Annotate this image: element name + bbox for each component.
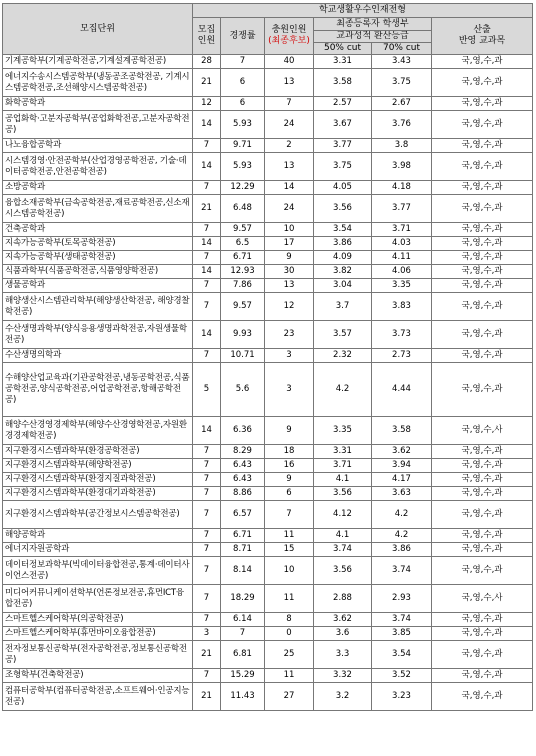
cell-quota: 7 — [193, 613, 221, 627]
cell-subjects: 국,영,수,과 — [432, 265, 533, 279]
cell-rate: 11.43 — [221, 683, 265, 711]
cell-cut-70: 3.86 — [372, 543, 432, 557]
cell-quota: 7 — [193, 459, 221, 473]
cell-alt: 3 — [265, 363, 314, 417]
cell-quota: 21 — [193, 69, 221, 97]
cell-alt: 11 — [265, 529, 314, 543]
cell-cut-70: 4.18 — [372, 181, 432, 195]
admission-results-table — [2, 3, 533, 711]
cell-unit: 전자정보통신공학부(전자공학전공,정보통신공학전공) — [3, 641, 193, 669]
cell-unit: 스마트헬스케어학부(휴먼바이오융합전공) — [3, 627, 193, 641]
cell-cut-70: 3.54 — [372, 641, 432, 669]
table-row — [3, 293, 533, 321]
cell-cut-50: 3.54 — [314, 223, 372, 237]
table-row — [3, 627, 533, 641]
cell-alt: 3 — [265, 349, 314, 363]
cell-cut-50: 3.82 — [314, 265, 372, 279]
cell-unit: 화학공학과 — [3, 97, 193, 111]
cell-cut-70: 3.77 — [372, 195, 432, 223]
cell-cut-50: 3.04 — [314, 279, 372, 293]
cell-unit: 지속가능공학부(생태공학전공) — [3, 251, 193, 265]
cell-unit: 지속가능공학부(토목공학전공) — [3, 237, 193, 251]
cell-rate: 8.71 — [221, 543, 265, 557]
cell-cut-50: 3.71 — [314, 459, 372, 473]
cell-rate: 6.36 — [221, 417, 265, 445]
cell-cut-70: 3.52 — [372, 669, 432, 683]
table-row — [3, 279, 533, 293]
cell-cut-50: 3.35 — [314, 417, 372, 445]
cell-alt: 11 — [265, 669, 314, 683]
table-row — [3, 139, 533, 153]
cell-cut-50: 4.09 — [314, 251, 372, 265]
table-row — [3, 683, 533, 711]
header-calc-line1: 산출 — [473, 25, 491, 35]
table-row — [3, 69, 533, 97]
cell-subjects: 국,영,수,과 — [432, 195, 533, 223]
cell-quota: 7 — [193, 529, 221, 543]
cell-cut-70: 2.73 — [372, 349, 432, 363]
cell-quota: 7 — [193, 473, 221, 487]
cell-unit: 기계공학부(기계공학전공,기계설계공학전공) — [3, 55, 193, 69]
table-row — [3, 181, 533, 195]
cell-unit: 데이터정보과학부(빅데이터융합전공,통계·데이터사이언스전공) — [3, 557, 193, 585]
cell-rate: 18.29 — [221, 585, 265, 613]
table-row — [3, 543, 533, 557]
cell-rate: 9.93 — [221, 321, 265, 349]
cell-subjects: 국,영,수,과 — [432, 111, 533, 139]
cell-quota: 14 — [193, 237, 221, 251]
cell-cut-70: 4.11 — [372, 251, 432, 265]
cell-alt: 10 — [265, 223, 314, 237]
cell-unit: 나노융합공학과 — [3, 139, 193, 153]
cell-quota: 7 — [193, 557, 221, 585]
header-quota — [193, 18, 221, 55]
cell-alt: 14 — [265, 181, 314, 195]
cell-cut-70: 3.62 — [372, 445, 432, 459]
cell-cut-50: 3.74 — [314, 543, 372, 557]
cell-unit: 시스템경영·안전공학부(산업경영공학전공, 기술·데이터공학전공,안전공학전공) — [3, 153, 193, 181]
cell-rate: 6.14 — [221, 613, 265, 627]
table-row — [3, 459, 533, 473]
cell-quota: 12 — [193, 97, 221, 111]
cell-unit: 공업화학·고분자공학부(공업화학전공,고분자공학전공) — [3, 111, 193, 139]
table-row — [3, 153, 533, 181]
cell-unit: 해양생산시스템관리학부(해양생산학전공, 해양경찰학전공) — [3, 293, 193, 321]
cell-rate: 6.81 — [221, 641, 265, 669]
cell-subjects: 국,영,수,과 — [432, 459, 533, 473]
cell-alt: 15 — [265, 543, 314, 557]
cell-alt: 8 — [265, 613, 314, 627]
cell-quota: 7 — [193, 251, 221, 265]
cell-unit: 지구환경시스템과학부(공간정보시스템공학전공) — [3, 501, 193, 529]
cell-subjects: 국,영,수,사 — [432, 417, 533, 445]
cell-subjects: 국,영,수,과 — [432, 501, 533, 529]
header-calc-line2: 반영 교과목 — [458, 36, 506, 46]
cell-unit: 융합소재공학부(금속공학전공,재료공학전공,신소재시스템공학전공) — [3, 195, 193, 223]
cell-quota: 7 — [193, 181, 221, 195]
cell-cut-70: 2.93 — [372, 585, 432, 613]
cell-cut-70: 2.67 — [372, 97, 432, 111]
header-p50: 50% cut — [314, 43, 372, 55]
cell-subjects: 국,영,수,과 — [432, 321, 533, 349]
cell-unit: 소방공학과 — [3, 181, 193, 195]
cell-cut-70: 3.23 — [372, 683, 432, 711]
cell-quota: 7 — [193, 293, 221, 321]
cell-rate: 7.86 — [221, 279, 265, 293]
table-row — [3, 529, 533, 543]
cell-subjects: 국,영,수,과 — [432, 55, 533, 69]
cell-subjects: 국,영,수,과 — [432, 473, 533, 487]
cell-quota: 14 — [193, 417, 221, 445]
header-alt-line2: (최종후보) — [268, 36, 310, 46]
cell-cut-70: 3.63 — [372, 487, 432, 501]
cell-alt: 13 — [265, 69, 314, 97]
header-alt — [265, 18, 314, 55]
cell-unit: 지구환경시스템과학부(환경대기과학전공) — [3, 487, 193, 501]
cell-unit: 생물공학과 — [3, 279, 193, 293]
cell-quota: 7 — [193, 139, 221, 153]
cell-alt: 40 — [265, 55, 314, 69]
cell-quota: 7 — [193, 585, 221, 613]
cell-alt: 11 — [265, 585, 314, 613]
table-row — [3, 417, 533, 445]
cell-rate: 6.43 — [221, 459, 265, 473]
cell-alt: 13 — [265, 279, 314, 293]
table-row — [3, 195, 533, 223]
cell-cut-70: 4.06 — [372, 265, 432, 279]
cell-alt: 0 — [265, 627, 314, 641]
cell-rate: 8.86 — [221, 487, 265, 501]
cell-alt: 23 — [265, 321, 314, 349]
cell-quota: 14 — [193, 111, 221, 139]
cell-cut-50: 3.7 — [314, 293, 372, 321]
cell-alt: 10 — [265, 557, 314, 585]
cell-unit: 조형학부(건축학전공) — [3, 669, 193, 683]
cell-unit: 해양공학과 — [3, 529, 193, 543]
cell-cut-70: 3.58 — [372, 417, 432, 445]
cell-alt: 2 — [265, 139, 314, 153]
header-row-group — [3, 4, 533, 18]
cell-rate: 8.14 — [221, 557, 265, 585]
cell-subjects: 국,영,수,사 — [432, 585, 533, 613]
cell-cut-50: 4.1 — [314, 473, 372, 487]
cell-subjects: 국,영,수,과 — [432, 641, 533, 669]
table-row — [3, 223, 533, 237]
table-row — [3, 55, 533, 69]
cell-rate: 6.5 — [221, 237, 265, 251]
cell-cut-70: 3.35 — [372, 279, 432, 293]
table-row — [3, 669, 533, 683]
cell-unit: 지구환경시스템과학부(해양학전공) — [3, 459, 193, 473]
cell-quota: 21 — [193, 683, 221, 711]
cell-quota: 14 — [193, 265, 221, 279]
cell-unit: 미디어커뮤니케이션학부(언론정보전공,휴먼ICT융합전공) — [3, 585, 193, 613]
cell-rate: 5.93 — [221, 111, 265, 139]
cell-cut-70: 3.83 — [372, 293, 432, 321]
table-row — [3, 97, 533, 111]
cell-cut-50: 4.2 — [314, 363, 372, 417]
cell-cut-70: 3.73 — [372, 321, 432, 349]
cell-cut-50: 3.2 — [314, 683, 372, 711]
cell-cut-70: 4.44 — [372, 363, 432, 417]
table-row — [3, 487, 533, 501]
cell-alt: 13 — [265, 153, 314, 181]
header-quota-line1: 모집 — [197, 25, 216, 35]
cell-rate: 5.93 — [221, 153, 265, 181]
cell-unit: 스마트헬스케어학부(의공학전공) — [3, 613, 193, 627]
cell-cut-50: 4.05 — [314, 181, 372, 195]
cell-subjects: 국,영,수,과 — [432, 557, 533, 585]
cell-rate: 6.43 — [221, 473, 265, 487]
cell-rate: 6.71 — [221, 529, 265, 543]
cell-alt: 9 — [265, 251, 314, 265]
header-quota-line2: 인원 — [197, 36, 216, 46]
table-row — [3, 111, 533, 139]
cell-unit: 수산생명과학부(양식응용생명과학전공,자원생물학전공) — [3, 321, 193, 349]
cell-subjects: 국,영,수,과 — [432, 349, 533, 363]
cell-cut-50: 3.56 — [314, 195, 372, 223]
header-alt-line1: 충원인원 — [271, 25, 307, 35]
cell-alt: 12 — [265, 293, 314, 321]
cell-cut-70: 3.8 — [372, 139, 432, 153]
cell-unit: 지구환경시스템과학부(환경공학전공) — [3, 445, 193, 459]
cell-subjects: 국,영,수,과 — [432, 69, 533, 97]
cell-alt: 7 — [265, 501, 314, 529]
header-rate: 경쟁률 — [221, 18, 265, 55]
header-grade-line2: 교과성적 환산등급 — [314, 31, 432, 43]
header-group: 학교생활우수인재전형 — [193, 4, 533, 18]
cell-alt: 9 — [265, 417, 314, 445]
cell-rate: 9.71 — [221, 139, 265, 153]
cell-subjects: 국,영,수,과 — [432, 627, 533, 641]
cell-quota: 7 — [193, 445, 221, 459]
header-unit: 모집단위 — [3, 4, 193, 55]
cell-cut-70: 3.75 — [372, 69, 432, 97]
cell-subjects: 국,영,수,과 — [432, 237, 533, 251]
cell-subjects: 국,영,수,과 — [432, 97, 533, 111]
cell-quota: 21 — [193, 195, 221, 223]
cell-cut-50: 2.32 — [314, 349, 372, 363]
cell-cut-50: 3.31 — [314, 445, 372, 459]
cell-unit: 지구환경시스템과학부(환경지질과학전공) — [3, 473, 193, 487]
cell-cut-50: 3.56 — [314, 557, 372, 585]
cell-cut-70: 4.03 — [372, 237, 432, 251]
cell-subjects: 국,영,수,과 — [432, 445, 533, 459]
cell-cut-50: 2.57 — [314, 97, 372, 111]
cell-cut-50: 3.31 — [314, 55, 372, 69]
cell-alt: 25 — [265, 641, 314, 669]
cell-quota: 7 — [193, 223, 221, 237]
cell-rate: 10.71 — [221, 349, 265, 363]
table-body — [3, 55, 533, 711]
cell-quota: 7 — [193, 487, 221, 501]
cell-unit: 에너지자원공학과 — [3, 543, 193, 557]
cell-quota: 5 — [193, 363, 221, 417]
cell-rate: 8.29 — [221, 445, 265, 459]
cell-subjects: 국,영,수,과 — [432, 223, 533, 237]
cell-quota: 14 — [193, 153, 221, 181]
cell-unit: 해양수산경영경제학부(해양수산경영학전공,자원환경경제학전공) — [3, 417, 193, 445]
cell-cut-50: 3.32 — [314, 669, 372, 683]
cell-subjects: 국,영,수,과 — [432, 529, 533, 543]
cell-cut-50: 4.1 — [314, 529, 372, 543]
table-row — [3, 445, 533, 459]
cell-cut-70: 3.76 — [372, 111, 432, 139]
cell-quota: 7 — [193, 669, 221, 683]
table-row — [3, 613, 533, 627]
cell-cut-70: 3.85 — [372, 627, 432, 641]
cell-cut-50: 3.77 — [314, 139, 372, 153]
cell-subjects: 국,영,수,과 — [432, 683, 533, 711]
table-row — [3, 349, 533, 363]
cell-cut-50: 3.56 — [314, 487, 372, 501]
cell-subjects: 국,영,수,과 — [432, 181, 533, 195]
cell-quota: 7 — [193, 349, 221, 363]
cell-alt: 9 — [265, 473, 314, 487]
cell-subjects: 국,영,수,과 — [432, 669, 533, 683]
cell-cut-70: 3.74 — [372, 557, 432, 585]
cell-subjects: 국,영,수,과 — [432, 139, 533, 153]
table-row — [3, 641, 533, 669]
table-row — [3, 237, 533, 251]
cell-quota: 3 — [193, 627, 221, 641]
cell-subjects: 국,영,수,과 — [432, 543, 533, 557]
cell-rate: 9.57 — [221, 223, 265, 237]
cell-alt: 16 — [265, 459, 314, 473]
cell-unit: 컴퓨터공학부(컴퓨터공학전공,소프트웨어·인공지능전공) — [3, 683, 193, 711]
cell-cut-50: 3.6 — [314, 627, 372, 641]
cell-rate: 9.57 — [221, 293, 265, 321]
cell-rate: 6.48 — [221, 195, 265, 223]
cell-rate: 12.93 — [221, 265, 265, 279]
cell-quota: 7 — [193, 543, 221, 557]
table-row — [3, 557, 533, 585]
cell-quota: 14 — [193, 321, 221, 349]
cell-unit: 에너지수송시스템공학부(냉동공조공학전공, 기계시스템공학전공,조선해양시스템공학전공) — [3, 69, 193, 97]
cell-cut-50: 4.12 — [314, 501, 372, 529]
cell-quota: 21 — [193, 641, 221, 669]
cell-alt: 6 — [265, 487, 314, 501]
cell-cut-50: 3.58 — [314, 69, 372, 97]
cell-subjects: 국,영,수,과 — [432, 279, 533, 293]
cell-cut-50: 3.3 — [314, 641, 372, 669]
table-row — [3, 265, 533, 279]
cell-subjects: 국,영,수,과 — [432, 487, 533, 501]
cell-rate: 6.71 — [221, 251, 265, 265]
cell-cut-70: 3.43 — [372, 55, 432, 69]
cell-subjects: 국,영,수,과 — [432, 363, 533, 417]
table-row — [3, 251, 533, 265]
cell-cut-70: 3.98 — [372, 153, 432, 181]
cell-subjects: 국,영,수,과 — [432, 293, 533, 321]
admission-results-table-container — [2, 3, 533, 711]
cell-cut-70: 3.71 — [372, 223, 432, 237]
cell-cut-70: 3.74 — [372, 613, 432, 627]
cell-alt: 27 — [265, 683, 314, 711]
cell-unit: 건축공학과 — [3, 223, 193, 237]
cell-cut-70: 4.2 — [372, 501, 432, 529]
table-row — [3, 585, 533, 613]
cell-rate: 15.29 — [221, 669, 265, 683]
cell-cut-50: 3.67 — [314, 111, 372, 139]
header-calc — [432, 18, 533, 55]
cell-alt: 17 — [265, 237, 314, 251]
cell-cut-70: 3.94 — [372, 459, 432, 473]
cell-alt: 24 — [265, 195, 314, 223]
cell-unit: 수해양산업교육과(기관공학전공,냉동공학전공,식품공학전공,양식공학전공,어업공학전공,항해공학전공) — [3, 363, 193, 417]
cell-cut-50: 2.88 — [314, 585, 372, 613]
cell-rate: 5.6 — [221, 363, 265, 417]
cell-rate: 6 — [221, 97, 265, 111]
table-row — [3, 321, 533, 349]
table-row — [3, 501, 533, 529]
cell-cut-70: 4.17 — [372, 473, 432, 487]
cell-rate: 7 — [221, 627, 265, 641]
cell-cut-50: 3.86 — [314, 237, 372, 251]
cell-subjects: 국,영,수,과 — [432, 251, 533, 265]
header-p70: 70% cut — [372, 43, 432, 55]
cell-unit: 수산생명의학과 — [3, 349, 193, 363]
cell-cut-50: 3.75 — [314, 153, 372, 181]
cell-quota: 7 — [193, 501, 221, 529]
cell-subjects: 국,영,수,과 — [432, 613, 533, 627]
cell-rate: 6.57 — [221, 501, 265, 529]
cell-cut-70: 4.2 — [372, 529, 432, 543]
cell-subjects: 국,영,수,과 — [432, 153, 533, 181]
cell-cut-50: 3.57 — [314, 321, 372, 349]
cell-quota: 7 — [193, 279, 221, 293]
cell-quota: 28 — [193, 55, 221, 69]
cell-unit: 식품과학부(식품공학전공,식품영양학전공) — [3, 265, 193, 279]
header-grade-line1: 최종등록자 학생부 — [314, 18, 432, 31]
cell-alt: 18 — [265, 445, 314, 459]
cell-alt: 24 — [265, 111, 314, 139]
cell-rate: 7 — [221, 55, 265, 69]
table-row — [3, 363, 533, 417]
table-row — [3, 473, 533, 487]
cell-rate: 6 — [221, 69, 265, 97]
cell-cut-50: 3.62 — [314, 613, 372, 627]
cell-alt: 7 — [265, 97, 314, 111]
cell-alt: 30 — [265, 265, 314, 279]
cell-rate: 12.29 — [221, 181, 265, 195]
